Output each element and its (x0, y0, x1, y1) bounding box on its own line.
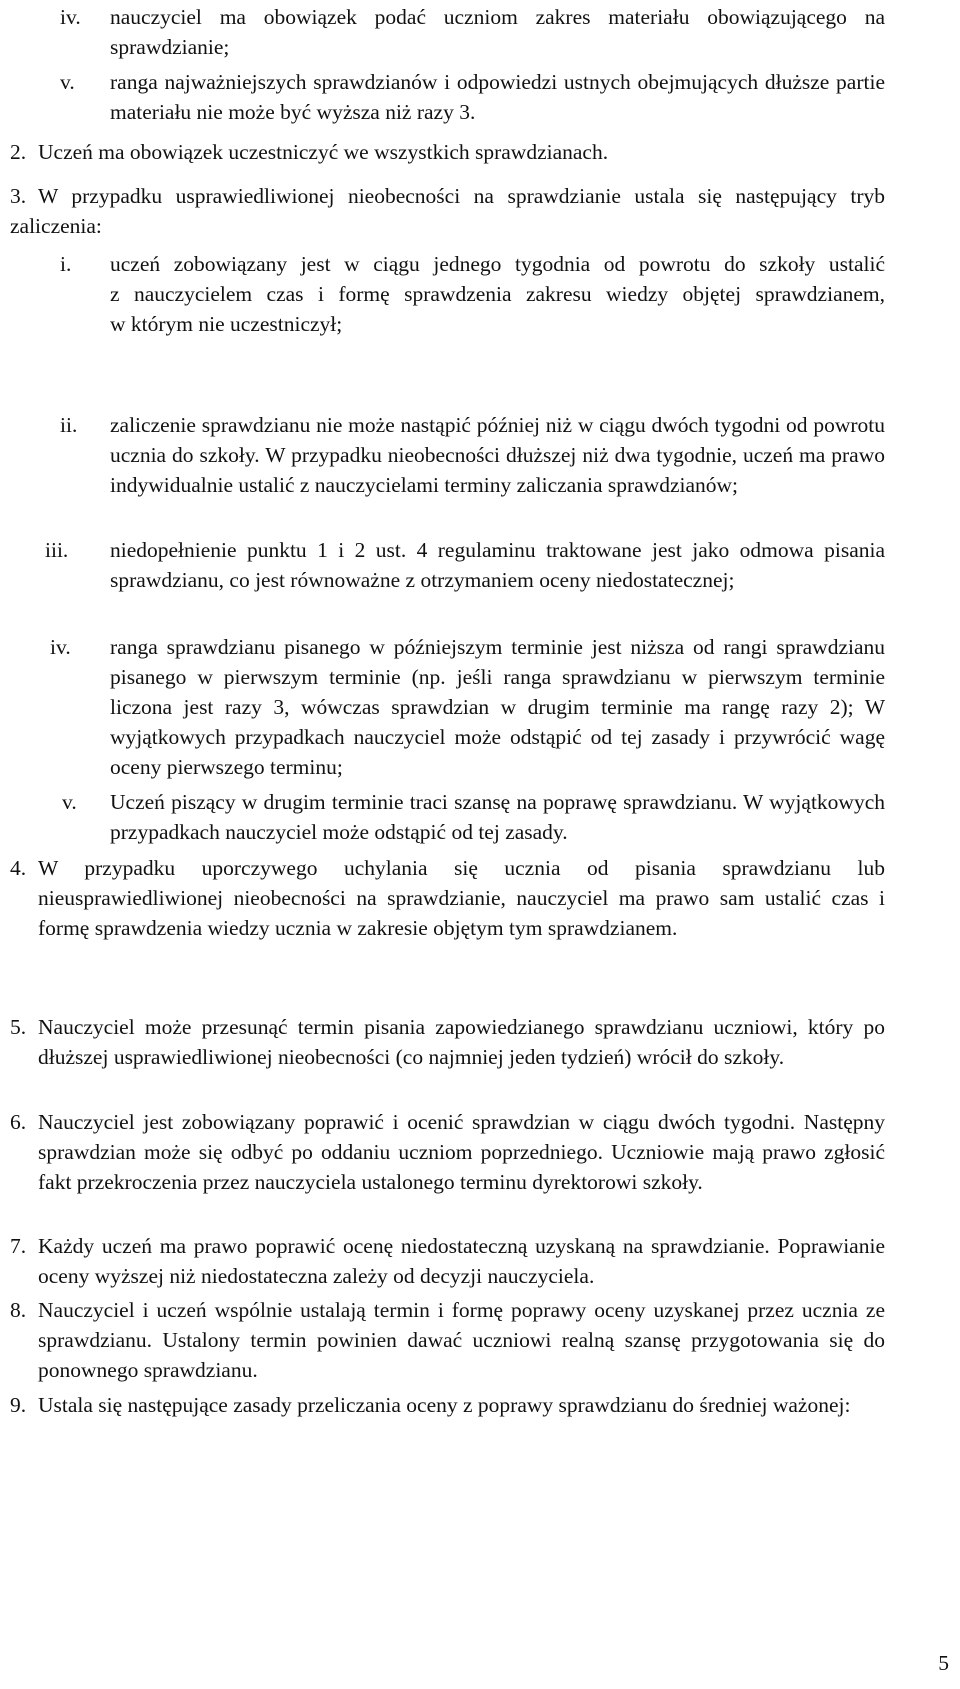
sublist-item-ii (60, 410, 885, 500)
sublist-item-i (60, 249, 885, 339)
sublist-text (110, 249, 885, 339)
item-number: 2. (10, 140, 27, 164)
list-item-3 (10, 181, 885, 241)
item-text: W przypadku uporczywego uchylania się ucznia od pisania sprawdzianu lub nieusprawiedliwionej nieobecności na sprawdzianie, nauczyciel ma prawo sam ustalić czas i formę sprawdzenia wiedzy ucznia w zakresie objętym tym sprawdzianem. (38, 856, 885, 940)
item-text: Uczeń ma obowiązek uczestniczyć we wszystkich sprawdzianach. (38, 140, 609, 164)
sublist-text: niedopełnienie punktu 1 i 2 ust. 4 regulaminu traktowane jest jako odmowa pisania sprawdzianu, co jest równoważne z otrzymaniem oceny niedostatecznej; (110, 538, 885, 592)
item-text: Nauczyciel i uczeń wspólnie ustalają termin i formę poprawy oceny uzyskanej przez ucznia ze sprawdzianu. Ustalony termin powinien dawać uczniowi realną szansę przygotowania się do ponownego sprawdzianu. (38, 1298, 885, 1382)
item-text (10, 181, 885, 241)
item-number: 3. (10, 184, 27, 208)
sublist-number: v. (60, 70, 75, 94)
page-number: 5 (938, 1651, 949, 1675)
item-number: 9. (10, 1393, 27, 1417)
item-text: Każdy uczeń ma prawo poprawić ocenę niedostateczną uzyskaną na sprawdzianie. Poprawianie oceny wyższej niż niedostateczna zależy od decyzji nauczyciela. (38, 1234, 885, 1288)
sublist-text: ranga sprawdzianu pisanego w późniejszym terminie jest niższa od rangi sprawdzianu pisanego w pierwszym terminie (np. jeśli ranga sprawdzianu w pierwszym terminie liczona jest razy 3, wówczas sprawdzian w drugim terminie ma rangę razy 2); W wyjątkowych przypadkach nauczyciel może odstąpić od tej zasady i przywrócić wagę oceny pierwszego terminu; (110, 635, 885, 779)
sublist-line: z nauczycielem czas i formę sprawdzenia zakresu wiedzy objętej sprawdzianem, (110, 282, 885, 306)
item-text: Nauczyciel może przesunąć termin pisania zapowiedzianego sprawdzianu uczniowi, który po dłuższej usprawiedliwionej nieobecności (co najmniej jeden tydzień) wrócił do szkoły. (38, 1015, 885, 1069)
sublist-number: iv. (50, 635, 71, 659)
sublist-item-iv-2 (50, 632, 885, 782)
list-item-6 (10, 1107, 885, 1197)
sublist-number: v. (62, 790, 77, 814)
item-number: 6. (10, 1110, 27, 1134)
list-item-2 (10, 137, 885, 167)
list-item-7 (10, 1231, 885, 1291)
sublist-text: zaliczenie sprawdzianu nie może nastąpić później niż w ciągu dwóch tygodni od powrotu ucznia do szkoły. W przypadku nieobecności dłuższej niż dwa tygodnie, uczeń ma prawo indywidualnie ustalić z nauczycielami terminy zaliczania sprawdzianów; (110, 413, 885, 497)
sublist-text: Uczeń piszący w drugim terminie traci szansę na poprawę sprawdzianu. W wyjątkowych przypadkach nauczyciel może odstąpić od tej zasady. (110, 790, 885, 844)
sublist-item-iii (45, 535, 885, 595)
sublist-item-iv (60, 2, 885, 62)
list-item-9 (10, 1390, 885, 1420)
item-number: 8. (10, 1298, 27, 1322)
sublist-number: i. (60, 252, 72, 276)
sublist-line: uczeń zobowiązany jest w ciągu jednego tygodnia od powrotu do szkoły ustalić (110, 252, 885, 276)
item-number: 7. (10, 1234, 27, 1258)
sublist-number: iv. (60, 5, 81, 29)
item-text: Nauczyciel jest zobowiązany poprawić i ocenić sprawdzian w ciągu dwóch tygodni. Następny sprawdzian może się odbyć po oddaniu uczniom poprzedniego. Uczniowie mają prawo zgłosić fakt przekroczenia przez nauczyciela ustalonego terminu dyrektorowi szkoły. (38, 1110, 885, 1194)
list-item-4 (10, 853, 885, 943)
list-item-8 (10, 1295, 885, 1385)
sublist-number: iii. (45, 538, 69, 562)
sublist-text: ranga najważniejszych sprawdzianów i odpowiedzi ustnych obejmujących dłuższe partie materiału nie może być wyższa niż razy 3. (110, 70, 885, 124)
sublist-line: w którym nie uczestniczył; (110, 312, 343, 336)
sublist-item-v (60, 67, 885, 127)
sublist-number: ii. (60, 413, 78, 437)
list-item-5 (10, 1012, 885, 1072)
item-number: 4. (10, 856, 27, 880)
item-text: Ustala się następujące zasady przeliczania oceny z poprawy sprawdzianu do średniej ważonej: (38, 1393, 851, 1417)
sublist-text: nauczyciel ma obowiązek podać uczniom zakres materiału obowiązującego na sprawdzianie; (110, 5, 885, 59)
item-text-content: W przypadku usprawiedliwionej nieobecności na sprawdzianie ustala się następujący tryb zaliczenia: (10, 184, 885, 238)
item-number: 5. (10, 1015, 27, 1039)
sublist-item-v-2 (62, 787, 885, 847)
